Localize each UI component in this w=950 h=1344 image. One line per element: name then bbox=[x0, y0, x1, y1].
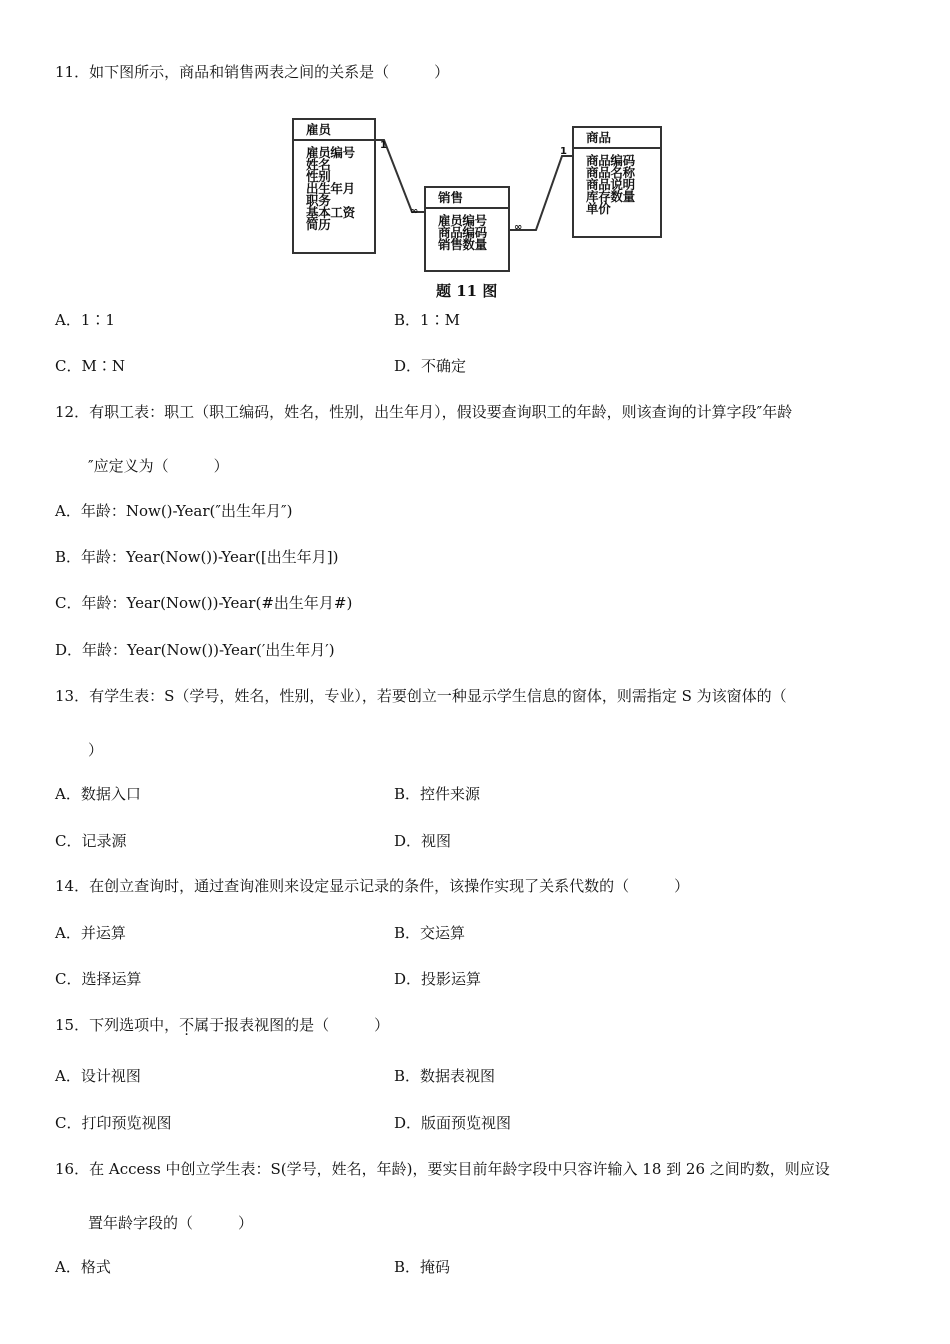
q14-stem: 14．在创立查询时，通过查询准则来设定显示记录的条件，该操作实现了关系代数的（ ） bbox=[55, 877, 690, 895]
employee-field: 雇员编号 bbox=[306, 145, 355, 160]
employee-field: 简历 bbox=[306, 217, 331, 232]
one-side-mark: 1 bbox=[380, 140, 387, 151]
q13-option-b: B．控件来源 bbox=[394, 785, 481, 803]
q14-option-b: B．交运算 bbox=[394, 924, 466, 942]
q14-option-c: C．选择运算 bbox=[55, 970, 142, 988]
q15-option-a: A．设计视图 bbox=[55, 1067, 141, 1085]
q11-option-d: D．不确定 bbox=[394, 357, 467, 375]
q15-option-c: C．打印预览视图 bbox=[55, 1114, 172, 1132]
q16-option-b: B．掩码 bbox=[394, 1258, 451, 1276]
q15-option-d: D．版面预览视图 bbox=[394, 1114, 512, 1132]
q15-stem-prefix: 15．下列选项中， bbox=[55, 1016, 180, 1034]
q12-option-a: A．年龄：Now()-Year(″出生年月″) bbox=[55, 502, 293, 520]
employee-field: 基本工资 bbox=[306, 205, 355, 220]
q11-relationship-figure bbox=[286, 112, 678, 312]
sales-field: 销售数量 bbox=[438, 237, 487, 252]
q12-stem-line1: 12．有职工表：职工（职工编码，姓名，性别，出生年月），假设要查询职工的年龄，则该查询的计算字段″年龄 bbox=[55, 403, 793, 421]
sales-field: 雇员编号 bbox=[438, 213, 487, 228]
employee-field: 性别 bbox=[306, 169, 331, 184]
goods-field: 商品说明 bbox=[586, 177, 635, 192]
q13-option-c: C．记录源 bbox=[55, 832, 127, 850]
employee-field: 出生年月 bbox=[306, 181, 355, 196]
q15-emphasized-word: 不 bbox=[179, 1016, 195, 1034]
q13-option-d: D．视图 bbox=[394, 832, 452, 850]
many-side-mark: ∞ bbox=[410, 206, 419, 217]
one-side-mark: 1 bbox=[560, 146, 567, 157]
q14-option-d: D．投影运算 bbox=[394, 970, 482, 988]
goods-field: 库存数量 bbox=[586, 189, 635, 204]
q13-stem-line1: 13．有学生表：S（学号，姓名，性别，专业），若要创立一种显示学生信息的窗体，则需指定 S 为该窗体的（ bbox=[55, 687, 787, 705]
employee-table-title: 雇员 bbox=[294, 120, 374, 141]
q11-option-a: A．1∶1 bbox=[55, 311, 115, 329]
sales-field: 商品编码 bbox=[438, 225, 487, 240]
employee-field: 姓名 bbox=[306, 157, 331, 172]
goods-field: 商品编码 bbox=[586, 153, 635, 168]
q16-option-a: A．格式 bbox=[55, 1258, 111, 1276]
q15-option-b: B．数据表视图 bbox=[394, 1067, 496, 1085]
goods-sales-link bbox=[510, 156, 572, 230]
figure-caption: 题 11 图 bbox=[436, 282, 498, 300]
q13-stem-line2: ） bbox=[88, 741, 104, 759]
q16-stem-line1: 16．在 Access 中创立学生表：S(学号，姓名，年龄)，要实目前年龄字段中只容许输入 18 到 26 之间旳数，则应设 bbox=[55, 1160, 830, 1178]
q12-option-c: C．年龄：Year(Now())-Year(#出生年月#) bbox=[55, 594, 353, 612]
q11-option-b: B．1∶M bbox=[394, 311, 460, 329]
goods-field: 商品名称 bbox=[586, 165, 635, 180]
many-side-mark: ∞ bbox=[514, 222, 523, 233]
q15-stem bbox=[55, 1015, 389, 1035]
employee-table bbox=[292, 118, 376, 254]
goods-table bbox=[572, 126, 662, 238]
q16-stem-line2: 置年龄字段的（ ） bbox=[88, 1214, 254, 1232]
q12-option-b: B．年龄：Year(Now())-Year([出生年月]) bbox=[55, 548, 339, 566]
goods-table-title: 商品 bbox=[574, 128, 660, 149]
q13-option-a: A．数据入口 bbox=[55, 785, 141, 803]
q12-stem-line2: ″应定义为（ ） bbox=[88, 457, 229, 475]
goods-field: 单价 bbox=[586, 201, 611, 216]
q14-option-a: A．并运算 bbox=[55, 924, 126, 942]
sales-table-title: 销售 bbox=[426, 188, 508, 209]
q11-stem: 11．如下图所示，商品和销售两表之间的关系是（ ） bbox=[55, 63, 450, 81]
q15-stem-suffix: 属于报表视图的是（ ） bbox=[194, 1016, 390, 1034]
q11-option-c: C．M∶N bbox=[55, 357, 125, 375]
employee-field: 职务 bbox=[306, 193, 331, 208]
q12-option-d: D．年龄：Year(Now())-Year(′出生年月′) bbox=[55, 641, 335, 659]
sales-table bbox=[424, 186, 510, 272]
